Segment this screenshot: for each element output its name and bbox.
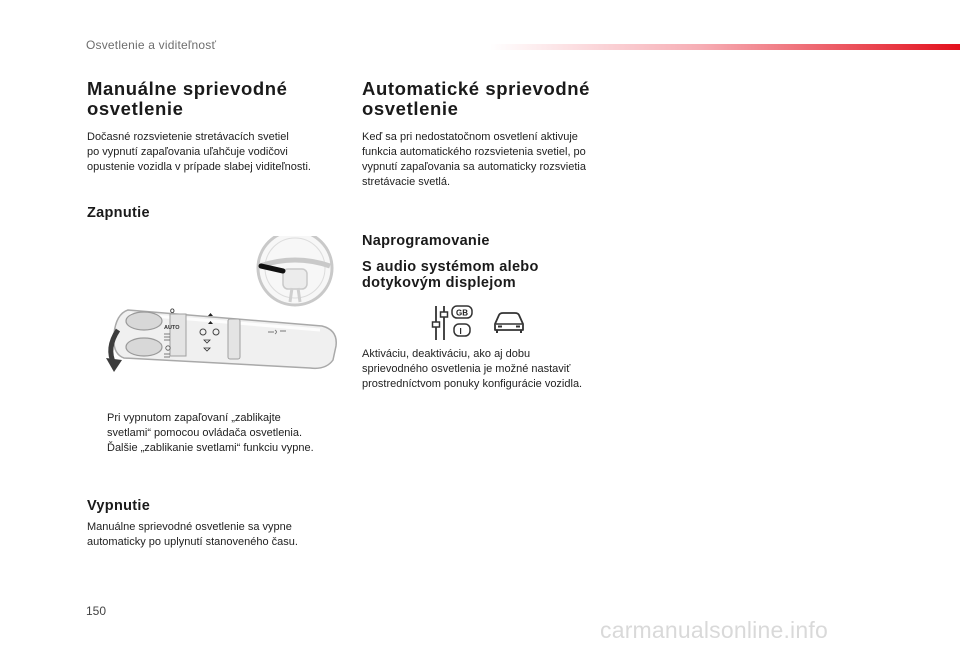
bullet-item <box>87 411 357 441</box>
car-icon <box>492 310 526 334</box>
left-title <box>87 79 357 119</box>
programming-heading-text: Naprogramovanie <box>362 233 490 249</box>
page-number: 150 <box>86 604 107 618</box>
header-accent-bar <box>490 44 960 50</box>
lighting-stalk-svg <box>100 236 345 376</box>
lighting-stalk-illustration <box>100 236 345 376</box>
bullet-2-line-1: Ďalšie „zablikanie svetlami“ funkciu vypne. <box>107 442 314 454</box>
zapnutie-heading <box>87 205 150 221</box>
right-intro-line-4: stretávacie svetlá. <box>362 176 451 188</box>
left-intro-line-3: opustenie vozidla v prípade slabej viditeľnosti. <box>87 161 311 173</box>
right-intro <box>362 130 642 190</box>
vypnutie-line-1: Manuálne sprievodné osvetlenie sa vypne <box>87 521 292 533</box>
left-intro <box>87 130 357 175</box>
watermark: carmanualsonline.info <box>600 617 828 643</box>
config-line-3: prostredníctvom ponuky konfigurácie vozidla. <box>362 378 583 390</box>
vypnutie-line-2: automaticky po uplynutí stanoveného času. <box>87 536 298 548</box>
stalk-label-auto: AUTO <box>164 325 180 331</box>
right-intro-line-2: funkcia automatického rozsvietenia svetiel, po <box>362 146 586 158</box>
bullet-1-line-1: Pri vypnutom zapaľovaní „zablikajte <box>107 412 281 424</box>
right-intro-line-1: Keď sa pri nedostatočnom osvetlení aktivuje <box>362 131 578 143</box>
audio-heading-line2: dotykovým displejom <box>362 275 516 291</box>
vypnutie-heading <box>87 498 150 514</box>
left-title-line2: osvetlenie <box>87 98 184 119</box>
zapnutie-heading-text: Zapnutie <box>87 205 150 221</box>
right-intro-line-3: vypnutí zapaľovania sa automaticky rozsvietia <box>362 161 586 173</box>
config-text <box>362 347 642 392</box>
light-switch-stalk <box>114 309 337 368</box>
right-title-line1: Automatické sprievodné <box>362 78 591 99</box>
right-title-line2: osvetlenie <box>362 98 459 119</box>
right-title <box>362 79 642 119</box>
vypnutie-text <box>87 520 357 550</box>
stalk-label-o: O <box>170 309 175 315</box>
gb-label: GB <box>456 308 468 318</box>
programming-heading <box>362 233 490 249</box>
left-intro-line-2: po vypnutí zapaľovania uľahčuje vodičovi <box>87 146 288 158</box>
config-line-2: sprievodného osvetlenia je možné nastaviť <box>362 363 571 375</box>
settings-sliders-icon <box>430 304 474 342</box>
instruction-bullets <box>87 411 357 456</box>
steering-wheel-icon <box>258 236 332 305</box>
audio-heading-line1: S audio systémom alebo <box>362 259 539 275</box>
section-title: Osvetlenie a viditeľnosť <box>86 38 217 52</box>
bullet-1-line-2: svetlami“ pomocou ovládača osvetlenia. <box>107 427 303 439</box>
left-title-line1: Manuálne sprievodné <box>87 78 288 99</box>
left-intro-line-1: Dočasné rozsvietenie stretávacích svetiel <box>87 131 289 143</box>
bullet-item <box>87 441 357 456</box>
i-label: I <box>459 327 462 336</box>
vypnutie-heading-text: Vypnutie <box>87 498 151 514</box>
config-line-1: Aktiváciu, deaktiváciu, ako aj dobu <box>362 348 531 360</box>
audio-heading <box>362 259 642 291</box>
